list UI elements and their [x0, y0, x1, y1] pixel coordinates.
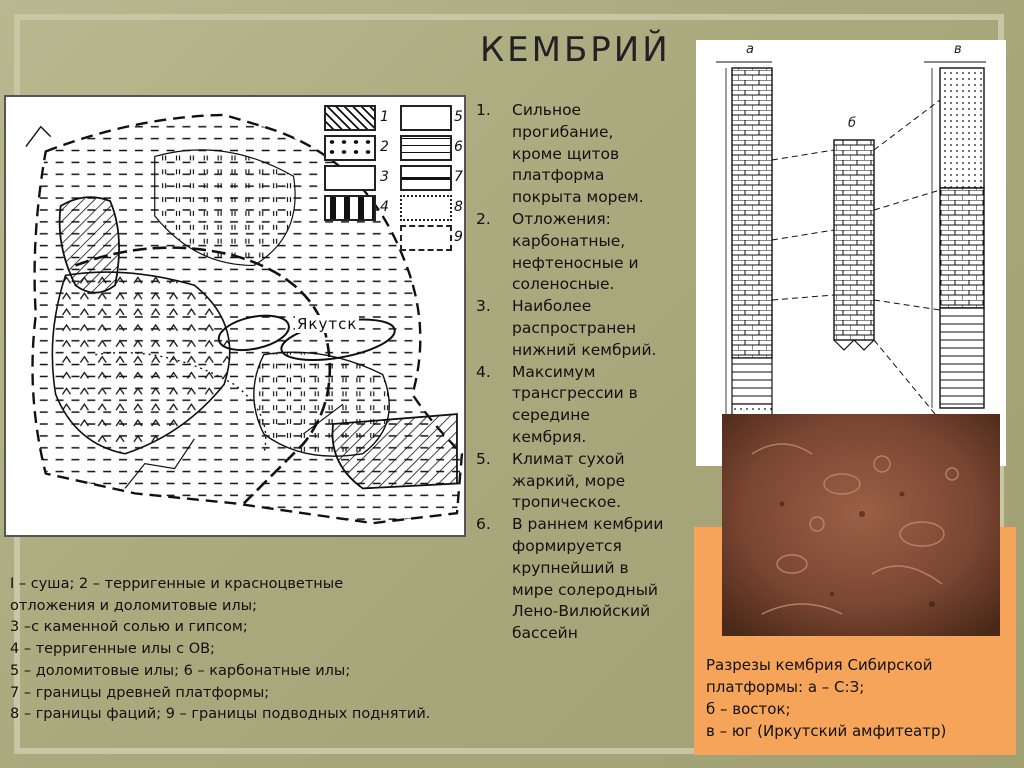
list-line: Лено-Вилюйский: [512, 602, 651, 621]
legend-number: 3: [380, 169, 389, 185]
photo-caption: [706, 654, 1006, 742]
legend-caption-line: I – суша; 2 – терригенные и красноцветные: [10, 576, 344, 592]
list-line: платформа: [512, 166, 605, 185]
list-item: [476, 514, 698, 645]
legend-number: 6: [454, 139, 463, 155]
list-line: тропическое.: [512, 493, 622, 512]
list-line: Сильное: [512, 101, 582, 119]
caption-line: б – восток;: [706, 700, 791, 718]
list-line: кроме щитов: [512, 144, 620, 163]
list-line: мире солеродный: [512, 580, 659, 599]
list-line: середине: [512, 406, 590, 425]
list-number: 4.: [476, 362, 491, 381]
legend-number: 9: [454, 229, 463, 245]
list-item: [476, 362, 698, 449]
caption-line: платформы: а – С:З;: [706, 678, 865, 696]
list-line: Отложения:: [512, 209, 611, 228]
legend-caption-line: 7 – границы древней платформы;: [10, 684, 270, 701]
paleogeographic-map: [4, 95, 466, 537]
legend-swatch-1: [324, 105, 376, 131]
legend-swatch-2: [324, 135, 376, 161]
legend-swatch-9: [400, 225, 452, 251]
legend-number: 5: [454, 109, 463, 125]
legend-swatch-8: [400, 195, 452, 221]
list-number: 2.: [476, 209, 491, 228]
list-number: 1.: [476, 101, 491, 119]
legend-caption-line: 8 – границы фаций; 9 – границы подводных поднятий.: [10, 706, 431, 723]
legend-number: 2: [380, 139, 389, 155]
legend-swatch-7: [400, 165, 452, 191]
column-label-b: б: [848, 116, 857, 131]
list-line: Климат сухой: [512, 449, 625, 468]
list-line: прогибание,: [512, 122, 614, 141]
city-label-yakutsk: Якутск: [297, 315, 358, 333]
list-item: [476, 449, 698, 514]
list-line: распространен: [512, 318, 637, 337]
list-line: В раннем кембрии: [512, 515, 664, 534]
cambrian-fossil-photo: [722, 414, 1000, 636]
legend-number: 1: [380, 109, 389, 125]
list-line: карбонатные,: [512, 231, 626, 250]
list-line: крупнейший в: [512, 558, 629, 577]
list-item: [476, 296, 698, 361]
legend-caption-line: отложения и доломитовые илы;: [10, 597, 257, 614]
cambrian-points-list: [476, 100, 698, 645]
list-item: [476, 209, 698, 296]
map-legend-caption: [10, 574, 500, 726]
legend-number: 7: [454, 169, 463, 185]
list-line: соленосные.: [512, 275, 615, 294]
list-line: нижний кембрий.: [512, 340, 657, 359]
legend-swatch-3: [324, 165, 376, 191]
list-line: жаркий, море: [512, 471, 626, 490]
list-line: Наиболее: [512, 297, 592, 316]
list-number: 6.: [476, 515, 491, 534]
strat-columns-drawing: [696, 40, 1006, 466]
slide-title: КЕМБРИЙ: [480, 30, 671, 70]
list-line: нефтеносные и: [512, 253, 639, 272]
column-label-a: а: [746, 42, 754, 57]
list-line: кембрия.: [512, 427, 587, 446]
list-item: [476, 100, 698, 209]
caption-line: Разрезы кембрия Сибирской: [706, 656, 933, 674]
list-line: покрыта морем.: [512, 188, 644, 207]
list-line: Максимум: [512, 362, 596, 381]
legend-swatch-5: [400, 105, 452, 131]
list-line: трансгрессии в: [512, 384, 638, 403]
column-label-c: в: [954, 42, 962, 57]
caption-line: в – юг (Иркутский амфитеатр): [706, 722, 947, 740]
legend-swatch-6: [400, 135, 452, 161]
list-number: 3.: [476, 297, 491, 316]
list-line: формируется: [512, 536, 622, 555]
list-number: 5.: [476, 449, 491, 468]
legend-number: 8: [454, 199, 463, 215]
list-line: бассейн: [512, 624, 578, 643]
stratigraphic-columns: [696, 40, 1006, 466]
legend-caption-line: 5 – доломитовые илы; 6 – карбонатные илы;: [10, 662, 351, 679]
map-drawing: [6, 97, 464, 535]
legend-caption-line: 3 –с каменной солью и гипсом;: [10, 619, 248, 636]
legend-caption-line: 4 – терригенные илы с ОВ;: [10, 641, 215, 658]
legend-swatch-4: [324, 195, 376, 221]
legend-number: 4: [380, 199, 389, 215]
